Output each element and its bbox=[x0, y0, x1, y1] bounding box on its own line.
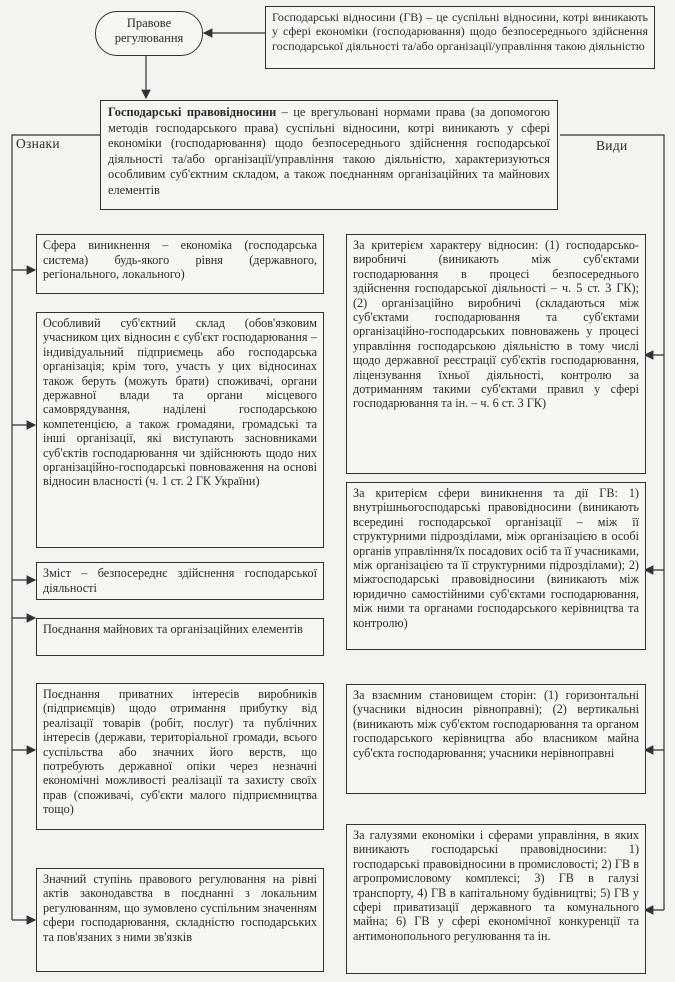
feature-text-4: Поєднання майнових та організаційних елементів bbox=[43, 622, 303, 636]
legal-regulation-oval bbox=[95, 11, 203, 56]
type-text-1: За критерієм характеру відносин: (1) господарсько-виробничі (виникають між суб'єктами господарювання в процесі безпосереднього здійснення господарської діяльності – ч. 5 ст. 3 ГК); (2) організаційно виробничі (складаються між суб'єктами господарювання та суб'єктами організаційно-господарських повноважень у процесі управління господарською діяльністю в тому числі щодо державної реєстрації суб'єктів господарювання, ліцензування їхньої діяльності, контролю за дотриманням такими суб'єктами правил у сфері господарювання та ін. – ч. 6 ст. 3 ГК) bbox=[353, 238, 639, 411]
definition-gv-box bbox=[265, 6, 655, 69]
feature-box-4 bbox=[36, 618, 324, 656]
feature-box-6 bbox=[36, 868, 324, 972]
type-box-2 bbox=[346, 482, 646, 650]
features-label: Ознаки bbox=[16, 136, 60, 151]
central-term: Господарські правовідносини bbox=[108, 105, 277, 119]
feature-box-3 bbox=[36, 562, 324, 600]
feature-text-6: Значний ступінь правового регулювання на рівні актів законодавства в поєднанні з локальним регулюванням, що зумовлено суспільним значенням сфери господарювання, складністю господарських та пов'язаних з ними зв'язків bbox=[43, 872, 317, 944]
feature-text-1: Сфера виникнення – економіка (господарська система) будь-якого рівня (державного, регіонального, локального) bbox=[43, 238, 317, 282]
oval-label: Правове регулювання bbox=[114, 16, 184, 45]
types-label: Види bbox=[596, 138, 628, 153]
definition-gv-text: Господарські відносини (ГВ) – це суспільні відносини, котрі виникають у сфері економіки (господарювання) щодо безпосереднього здійснення господарської діяльності та/або організації/управління такою діяльністю bbox=[272, 10, 648, 53]
feature-box-2 bbox=[36, 312, 324, 548]
feature-box-5 bbox=[36, 683, 324, 830]
type-box-1 bbox=[346, 234, 646, 474]
type-text-3: За взаємним становищем сторін: (1) горизонтальні (учасники відносин рівноправні); (2) вертикальні (виникають між суб'єктом господарювання та органом господарського керівництва або власником майна суб'єкта господарювання; учасники нерівноправні bbox=[353, 688, 639, 760]
feature-text-5: Поєднання приватних інтересів виробників (підприємців) щодо отримання прибутку від реалізації товарів (робіт, послуг) та публічних інтересів (держави, територіальної громади, всього суспільства або значних його верств, що потребують державної опіки через незначні економічні можливості реалізації та захисту своїх прав (споживачі, суб'єкти малого підприємництва тощо) bbox=[43, 687, 317, 817]
type-text-4: За галузями економіки і сферами управління, в яких виникають господарські правовідносини: 1) господарські правовідносини в промисловості; 2) ГВ в агропромисловому комплексі; 3) ГВ в галузі транспорту, 4) ГВ в капітальному будівництві; 5) ГВ у сфері приватизації державного та комунального майна; 6) ГВ у сфері економічної конкуренції та антимонопольного регулювання та ін. bbox=[353, 828, 639, 943]
central-definition-box bbox=[100, 100, 558, 210]
type-box-4 bbox=[346, 824, 646, 974]
type-text-2: За критерієм сфери виникнення та дії ГВ: 1) внутрішньогосподарські правовідносини (виникають всередині господарської організації – між її структурними підрозділами, між організацією в особі органів управління/їх посадових осіб та її учасниками, між організацією та її структурними підрозділами); 2) міжгосподарські правовідносини (виникають між юридично самостійними суб'єктами господарювання, між ними та органами господарського керівництва та контролю) bbox=[353, 486, 639, 630]
central-text: – це врегульовані нормами права (за допомогою методів господарського права) суспільні відносини, котрі виникають у сфері економіки (господарювання) щодо безпосереднього здійснення господарської діяльності та/або організації/управління такою діяльністю, характеризуються особливим суб'єктним складом, а також поєднанням організаційних та майнових елементів bbox=[108, 105, 550, 197]
feature-text-3: Зміст – безпосереднє здійснення господарської діяльності bbox=[43, 566, 317, 595]
type-box-3 bbox=[346, 684, 646, 794]
feature-text-2: Особливий суб'єктний склад (обов'язковим учасником цих відносин є суб'єкт господарювання – індивідуальний підприємець або господарська організація; крім того, участь у цих відносинах також беруть (можуть брати) споживачі, органи державної влади та органи місцевого самоврядування, наділені господарською компетенцією, а також громадяни, громадські та інші організації, які виступають засновниками суб'єктів господарювання чи здійснюють щодо них організаційно-господарські повноваження на основі відносин власності (ч. 1 ст. 2 ГК України) bbox=[43, 316, 317, 489]
feature-box-1 bbox=[36, 234, 324, 294]
